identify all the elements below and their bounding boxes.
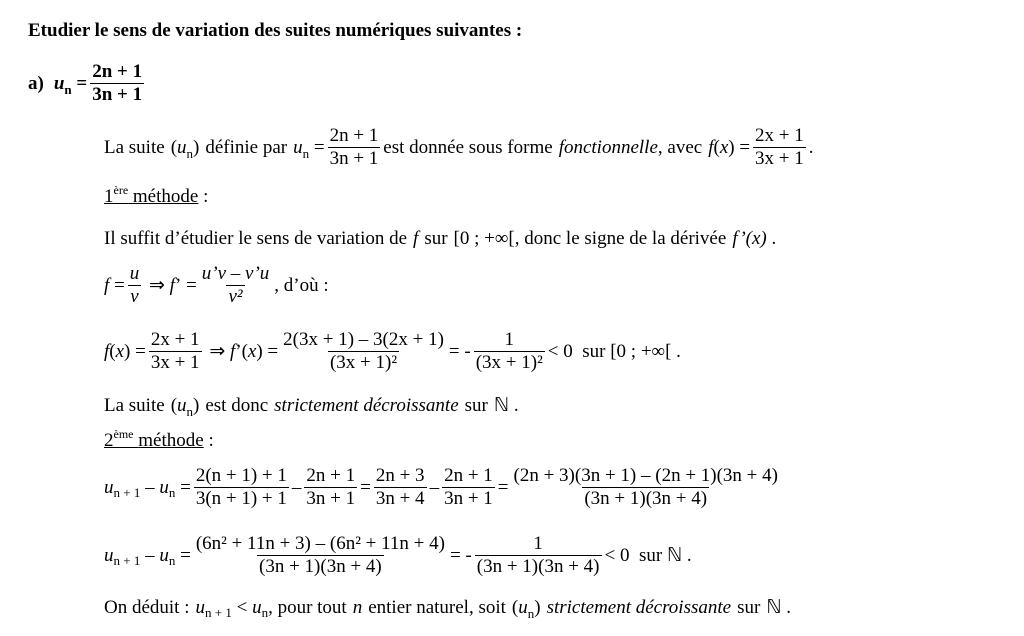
sequence-fraction: $\frac{2n + 1}{3n + 1}$ <box>92 61 143 105</box>
quotient-rule-line: f = $\frac{u}{v}$ ⇒ f ’ = $\frac{u’v - v’u}{\text{v²}}$ , d’où : <box>104 263 329 307</box>
part-a-label: a) <box>28 72 44 94</box>
title-text: Etudier le sens de variation des suites numériques suivantes : <box>28 20 523 41</box>
exercise-title <box>28 20 522 42</box>
method1-conclusion: La suite ( $u_n$ ) est donc strictement décroissante sur ℕ . <box>104 394 519 419</box>
method1-heading: 1ère méthode : <box>104 183 209 207</box>
method2-heading: 2ème méthode : <box>104 427 214 451</box>
derivative-fraction: $\frac{2(3x + 1) - 3(2x + 1)}{\text{(3x + 1)²}}$ <box>283 329 444 373</box>
derivative-line: f ( x ) = $\frac{2x + 1}{3x + 1}$ ⇒ f ’( x ) = $\frac{2(3x + 1) - 3(2x + 1)}{\text{(3x + 1)²}}$ = - $\frac{1}{\text{(3x + 1)²}}$ < 0 sur [0 ; +∞[ . <box>104 329 681 373</box>
intro-f-fraction: $\frac{2x + 1}{3x + 1}$ <box>755 125 804 169</box>
final-conclusion: On déduit : u n + 1 < u n , pour tout n entier naturel, soit ( $u_n$ ) strictement décroissante sur ℕ . <box>104 596 792 621</box>
difference-result-line: u n + 1 – u n = $\frac{\text{(6n² + 11n + 3) – (6n² + 11n + 4)}}{(3n + 1)(3n + 4)}$ = - $\frac{1}{(3n + 1)(3n + 4)}$ < 0 sur ℕ . <box>104 533 692 577</box>
difference-line: u n + 1 – u n = $\frac{2(n + 1) + 1}{3(n + 1) + 1}$ – $\frac{2n + 1}{3n + 1}$ = $\frac{2n + 3}{3n + 4}$ – $\frac{2n + 1}{3n + 1}$ = $\frac{(2n + 3)(3n + 1) - (2n + 1)(3n + 4)}{(3n + 1)(3n + 4)}$ <box>104 465 778 509</box>
derivative-result-fraction: $\frac{1}{\text{(3x + 1)²}}$ <box>475 329 543 373</box>
quotient-rule-fraction: $\frac{u’v - v’u}{\text{v²}}$ <box>201 263 270 307</box>
method1-line1: Il suffit d’étudier le sens de variation de f sur [0 ; +∞[ , donc le signe de la dérivée f’(x) . <box>104 228 777 249</box>
part-a-heading: a) $u_n$ = $\frac{2n + 1}{3n + 1}$ <box>28 61 143 105</box>
intro-seq-fraction: $\frac{2n + 1}{3n + 1}$ <box>329 125 379 169</box>
intro-line: La suite ( $u_n$ ) définie par $u_n$ = $\frac{2n + 1}{3n + 1}$ est donnée sous forme fonctionnelle , avec f ( x ) = $\frac{2x + 1}{3x + 1}$ . <box>104 125 814 169</box>
